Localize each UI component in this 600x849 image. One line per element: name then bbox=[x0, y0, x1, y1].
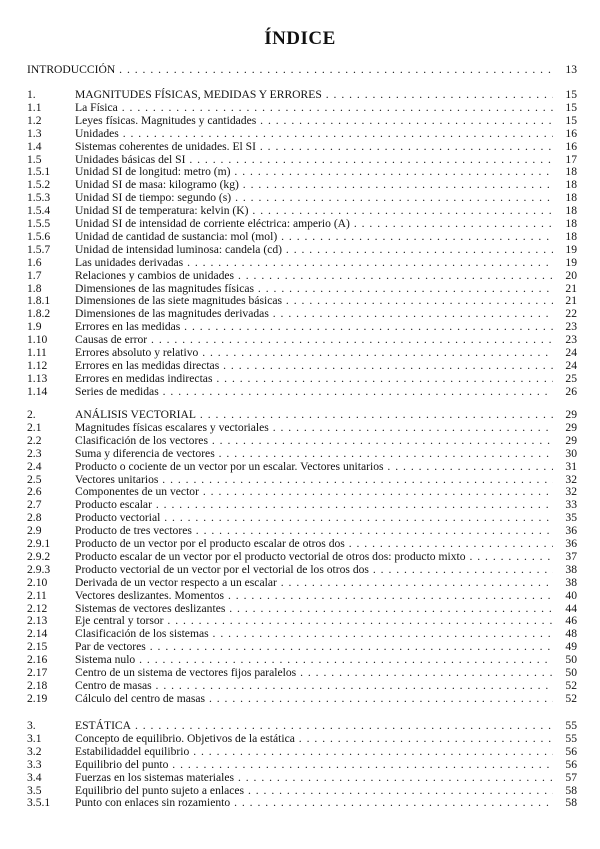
toc-entry-page: 24 bbox=[565, 358, 577, 372]
toc-entry bbox=[27, 653, 577, 666]
toc-entry-page: 18 bbox=[565, 217, 577, 230]
toc-entry-number: 2.10 bbox=[27, 575, 48, 589]
toc-entry-page: 29 bbox=[565, 420, 577, 434]
toc-entry-title: Unidad SI de longitud: metro (m) . . . bbox=[75, 165, 553, 178]
toc-entry bbox=[27, 359, 577, 372]
toc-entry-page: 19 bbox=[565, 242, 577, 256]
toc-entry bbox=[27, 524, 577, 537]
toc-entry-page: 25 bbox=[565, 371, 577, 385]
toc-entry-title: Clasificación de los vectores . . . bbox=[75, 434, 553, 447]
toc-entry-title: Errores en las medidas . . . bbox=[75, 320, 553, 333]
toc-entry-page: 15 bbox=[565, 100, 577, 114]
toc-entry bbox=[27, 796, 577, 809]
toc-entry bbox=[27, 498, 577, 511]
toc-entry-page: 48 bbox=[565, 627, 577, 641]
toc-entry-number: 2.17 bbox=[27, 666, 48, 679]
toc-entry-title: Relaciones y cambios de unidades . . . bbox=[75, 269, 553, 282]
toc-entry-page: 22 bbox=[565, 307, 577, 321]
page-title: ÍNDICE bbox=[264, 28, 336, 49]
toc-entry-title: MAGNITUDES FÍSICAS, MEDIDAS Y ERRORES . . . bbox=[75, 88, 553, 101]
toc-entry-page: 24 bbox=[565, 346, 577, 359]
toc-entry-number: 2.14 bbox=[27, 627, 48, 641]
toc-entry-title: Unidades . . . bbox=[75, 127, 553, 140]
toc-entry bbox=[27, 63, 577, 76]
toc-entry-number: 2.9.3 bbox=[27, 562, 51, 576]
toc-entry-page: 56 bbox=[565, 744, 577, 758]
toc-entry-title: INTRODUCCIÓN . . . bbox=[27, 63, 553, 76]
toc-entry-title: Producto de tres vectores . . . bbox=[75, 524, 553, 537]
toc-entry-title: Errores en las medidas directas . . . bbox=[75, 359, 553, 372]
toc-entry-title: Componentes de un vector . . . bbox=[75, 485, 553, 498]
toc-entry-number: 1.14 bbox=[27, 384, 48, 398]
toc-entry bbox=[27, 269, 577, 282]
toc-entry-number: 1.5.7 bbox=[27, 242, 51, 256]
toc-entry-page: 36 bbox=[565, 524, 577, 538]
toc-entry-page: 33 bbox=[565, 498, 577, 512]
toc-entry-title: Dimensiones de las siete magnitudes básicas . . . bbox=[75, 294, 553, 307]
toc-entry bbox=[27, 627, 577, 640]
toc-entry bbox=[27, 178, 577, 191]
toc-entry-title: Magnitudes físicas escalares y vectoriales . . . bbox=[75, 421, 553, 434]
toc-entry bbox=[27, 408, 577, 421]
toc-entry-page: 52 bbox=[565, 691, 577, 705]
toc-entry-page: 57 bbox=[565, 770, 577, 784]
toc-entry-title: Leyes físicas. Magnitudes y cantidades . . . bbox=[75, 114, 553, 127]
toc-entry-page: 52 bbox=[565, 678, 577, 692]
toc-entry-number: 2.11 bbox=[27, 588, 47, 602]
toc-entry-number: 3.3 bbox=[27, 757, 42, 771]
toc-entry-number: 1.5.4 bbox=[27, 204, 51, 218]
toc-entry-title: Cálculo del centro de masas . . . bbox=[75, 692, 553, 705]
toc-entry bbox=[27, 602, 577, 615]
toc-entry-title: Estabilidaddel equilibrio . . . bbox=[75, 745, 553, 758]
toc-entry-title: Unidad de intensidad luminosa: candela (cd) . . . bbox=[75, 243, 553, 256]
toc-entry-number: 2.7 bbox=[27, 498, 42, 512]
toc-entry-number: 3.5.1 bbox=[27, 796, 51, 810]
toc-entry bbox=[27, 282, 577, 295]
toc-entry-title: Errores en medidas indirectas . . . bbox=[75, 372, 553, 385]
toc-entry-title: ESTÁTICA . . . bbox=[75, 719, 553, 732]
toc-entry bbox=[27, 732, 577, 745]
toc-entry-page: 18 bbox=[565, 178, 577, 192]
toc-entry-title: Errores absoluto y relativo . . . bbox=[75, 346, 553, 359]
toc-entry-page: 18 bbox=[565, 229, 577, 243]
toc-entry-title: Unidad SI de masa: kilogramo (kg) . . . bbox=[75, 178, 553, 191]
toc-entry-number: 1.3 bbox=[27, 126, 42, 140]
toc-entry-number: 1.6 bbox=[27, 255, 42, 269]
toc-entry-page: 50 bbox=[565, 666, 577, 679]
toc-entry bbox=[27, 614, 577, 627]
toc-entry-number: 1.11 bbox=[27, 346, 47, 359]
toc-entry-title: Unidad SI de intensidad de corriente eléctrica: amperio (A) . . . bbox=[75, 217, 553, 230]
toc-entry bbox=[27, 294, 577, 307]
toc-entry-number: 2. bbox=[27, 408, 36, 421]
toc-entry-number: 2.9 bbox=[27, 524, 42, 538]
toc-entry bbox=[27, 191, 577, 204]
toc-entry-title: Equilibrio del punto sujeto a enlaces . . . bbox=[75, 784, 553, 797]
toc-entry-title: Unidad SI de tiempo: segundo (s) . . . bbox=[75, 191, 553, 204]
toc-entry-number: 1.8.2 bbox=[27, 307, 51, 321]
toc-entry-number: 1.5.2 bbox=[27, 178, 51, 192]
toc-entry-number: 2.9.1 bbox=[27, 537, 51, 550]
toc-entry-title: Centro de un sistema de vectores fijos paralelos . . . bbox=[75, 666, 553, 679]
toc-entry-number: 1.5.5 bbox=[27, 217, 51, 230]
toc-entry-title: Unidad de cantidad de sustancia: mol (mol) . . . bbox=[75, 230, 553, 243]
toc-entry bbox=[27, 243, 577, 256]
toc-entry-number: 2.15 bbox=[27, 640, 48, 654]
toc-entry-title: Producto o cociente de un vector por un escalar. Vectores unitarios . . . bbox=[75, 460, 553, 473]
toc-entry-page: 44 bbox=[565, 601, 577, 615]
toc-entry-page: 23 bbox=[565, 333, 577, 347]
toc-entry-page: 21 bbox=[565, 294, 577, 308]
toc-entry-number: 2.9.2 bbox=[27, 549, 51, 563]
toc-entry bbox=[27, 153, 577, 166]
toc-entry-page: 40 bbox=[565, 588, 577, 602]
toc-entry bbox=[27, 511, 577, 524]
toc-entry-number: 1.9 bbox=[27, 320, 42, 334]
toc-entry bbox=[27, 346, 577, 359]
toc-entry-page: 15 bbox=[565, 113, 577, 127]
toc-entry-number: 1.13 bbox=[27, 371, 48, 385]
toc-entry-page: 56 bbox=[565, 757, 577, 771]
toc-entry-title: Series de medidas . . . bbox=[75, 385, 553, 398]
toc-entry-page: 29 bbox=[565, 408, 577, 421]
toc-entry bbox=[27, 447, 577, 460]
toc-entry-title: Equilibrio del punto . . . bbox=[75, 758, 553, 771]
toc-entry-page: 16 bbox=[565, 139, 577, 153]
toc-entry bbox=[27, 640, 577, 653]
toc-entry-page: 17 bbox=[565, 152, 577, 166]
toc-entry-page: 13 bbox=[565, 63, 577, 76]
toc-entry-number: 2.5 bbox=[27, 472, 42, 486]
toc-entry-title: Vectores deslizantes. Momentos . . . bbox=[75, 589, 553, 602]
toc-entry-page: 29 bbox=[565, 433, 577, 447]
toc-entry bbox=[27, 473, 577, 486]
toc-entry-title: Producto escalar . . . bbox=[75, 498, 553, 511]
toc-entry-number: 1.8 bbox=[27, 281, 42, 295]
toc-entry-page: 58 bbox=[565, 796, 577, 810]
toc-entry-number: 2.16 bbox=[27, 653, 48, 667]
toc-entry-page: 36 bbox=[565, 537, 577, 550]
toc-entry bbox=[27, 333, 577, 346]
toc-entry-title: ANÁLISIS VECTORIAL . . . bbox=[75, 408, 553, 421]
toc-entry bbox=[27, 460, 577, 473]
toc-entry-title: Sistema nulo . . . bbox=[75, 653, 553, 666]
toc-entry-number: 1.1 bbox=[27, 100, 42, 114]
toc-entry-page: 37 bbox=[565, 549, 577, 563]
toc-entry-page: 23 bbox=[565, 320, 577, 334]
toc-entry bbox=[27, 771, 577, 784]
toc-entry-number: 1.5.1 bbox=[27, 165, 51, 179]
toc-entry-title: Sistemas de vectores deslizantes . . . bbox=[75, 602, 553, 615]
toc-entry-title: Eje central y torsor . . . bbox=[75, 614, 553, 627]
toc-entry-number: 2.18 bbox=[27, 678, 48, 692]
toc-entry-title: Unidades básicas del SI . . . bbox=[75, 153, 553, 166]
toc-entry-page: 58 bbox=[565, 783, 577, 797]
toc-entry bbox=[27, 758, 577, 771]
toc-entry-page: 20 bbox=[565, 268, 577, 282]
toc-entry-number: 1. bbox=[27, 88, 36, 101]
toc-entry bbox=[27, 320, 577, 333]
toc-entry-page: 30 bbox=[565, 446, 577, 460]
toc-entry bbox=[27, 256, 577, 269]
toc-entry-number: 3.5 bbox=[27, 783, 42, 797]
toc-entry-number: 1.8.1 bbox=[27, 294, 51, 308]
toc-entry-number: 1.4 bbox=[27, 139, 42, 153]
toc-entry-title: Sistemas coherentes de unidades. El SI . . . bbox=[75, 140, 553, 153]
toc-entry bbox=[27, 230, 577, 243]
toc-entry bbox=[27, 385, 577, 398]
toc-entry-number: 1.7 bbox=[27, 268, 42, 282]
toc-entry-title: Producto escalar de un vector por el producto vectorial de otros dos: producto mixto . . . bbox=[75, 550, 553, 563]
toc-entry-page: 18 bbox=[565, 191, 577, 205]
toc-entry-number: 2.4 bbox=[27, 459, 42, 473]
toc-entry-number: 3.2 bbox=[27, 744, 42, 758]
toc-entry bbox=[27, 140, 577, 153]
toc-entry-number: 2.2 bbox=[27, 433, 42, 447]
toc-entry-number: 3.1 bbox=[27, 731, 42, 745]
toc-entry-number: 1.12 bbox=[27, 358, 48, 372]
toc-entry-page: 21 bbox=[565, 281, 577, 295]
toc-entry-page: 55 bbox=[565, 719, 577, 732]
toc-entry-number: 1.5.3 bbox=[27, 191, 51, 205]
toc-entry bbox=[27, 666, 577, 679]
toc-entry-page: 26 bbox=[565, 384, 577, 398]
toc-entry-number: 2.6 bbox=[27, 485, 42, 499]
toc-entry-page: 16 bbox=[565, 126, 577, 140]
toc-entry bbox=[27, 307, 577, 320]
toc-entry-number: 2.13 bbox=[27, 614, 48, 628]
toc-entry-page: 18 bbox=[565, 165, 577, 179]
toc-entry bbox=[27, 745, 577, 758]
toc-entry-page: 38 bbox=[565, 562, 577, 576]
toc-entry bbox=[27, 127, 577, 140]
toc-entry-page: 32 bbox=[565, 472, 577, 486]
toc-entry-number: 3. bbox=[27, 719, 36, 732]
toc-entry-title: Concepto de equilibrio. Objetivos de la estática . . . bbox=[75, 732, 553, 745]
toc-entry-title: Fuerzas en los sistemas materiales . . . bbox=[75, 771, 553, 784]
toc-entry bbox=[27, 165, 577, 178]
toc-entry-number: 2.1 bbox=[27, 420, 42, 434]
toc-entry-title: Par de vectores . . . bbox=[75, 640, 553, 653]
toc-entry bbox=[27, 101, 577, 114]
toc-entry-page: 32 bbox=[565, 485, 577, 499]
toc-entry-page: 38 bbox=[565, 575, 577, 589]
toc-entry-title: Vectores unitarios . . . bbox=[75, 473, 553, 486]
toc-entry bbox=[27, 217, 577, 230]
toc-entry-number: 1.10 bbox=[27, 333, 48, 347]
toc-entry-number: 2.12 bbox=[27, 601, 48, 615]
toc-entry bbox=[27, 550, 577, 563]
toc-entry-number: 1.2 bbox=[27, 113, 42, 127]
toc-entry-number: 1.5 bbox=[27, 152, 42, 166]
toc-entry-page: 18 bbox=[565, 204, 577, 218]
toc-entry-page: 55 bbox=[565, 731, 577, 745]
toc-entry-title: Centro de masas . . . bbox=[75, 679, 553, 692]
toc-entry-page: 15 bbox=[565, 88, 577, 101]
toc-entry bbox=[27, 589, 577, 602]
toc-entry bbox=[27, 372, 577, 385]
toc-entry-title: Suma y diferencia de vectores . . . bbox=[75, 447, 553, 460]
toc-entry-number: 1.5.6 bbox=[27, 229, 51, 243]
toc-entry bbox=[27, 485, 577, 498]
toc-entry bbox=[27, 679, 577, 692]
toc-entry-page: 35 bbox=[565, 511, 577, 525]
toc-entry bbox=[27, 784, 577, 797]
toc-entry-title: Causas de error . . . bbox=[75, 333, 553, 346]
toc-entry-title: Producto de un vector por el producto escalar de otros dos . . . bbox=[75, 537, 553, 550]
toc-entry-title: Producto vectorial . . . bbox=[75, 511, 553, 524]
toc-entry-number: 2.3 bbox=[27, 446, 42, 460]
toc-entry bbox=[27, 88, 577, 101]
toc-entry-title: Clasificación de los sistemas . . . bbox=[75, 627, 553, 640]
toc-entry bbox=[27, 563, 577, 576]
toc-entry-title: Producto vectorial de un vector por el vectorial de los otros dos . . . bbox=[75, 563, 553, 576]
toc-entry bbox=[27, 204, 577, 217]
toc-entry bbox=[27, 114, 577, 127]
toc-entry-page: 31 bbox=[565, 459, 577, 473]
toc-entry bbox=[27, 719, 577, 732]
toc-entry bbox=[27, 692, 577, 705]
toc-entry-title: Punto con enlaces sin rozamiento . . . bbox=[75, 796, 553, 809]
toc-entry-page: 19 bbox=[565, 255, 577, 269]
toc-entry-number: 3.4 bbox=[27, 770, 42, 784]
toc-entry-page: 50 bbox=[565, 653, 577, 667]
toc-entry-title: Derivada de un vector respecto a un escalar . . . bbox=[75, 576, 553, 589]
toc-entry bbox=[27, 434, 577, 447]
toc-entry-title: Las unidades derivadas . . . bbox=[75, 256, 553, 269]
toc-entry bbox=[27, 537, 577, 550]
toc-entry-page: 49 bbox=[565, 640, 577, 654]
toc-entry-title: Dimensiones de las magnitudes derivadas . . . bbox=[75, 307, 553, 320]
toc-entry-title: Dimensiones de las magnitudes físicas . . . bbox=[75, 282, 553, 295]
toc-entry-title: Unidad SI de temperatura: kelvin (K) . . . bbox=[75, 204, 553, 217]
toc-entry bbox=[27, 421, 577, 434]
toc-entry-number: 2.8 bbox=[27, 511, 42, 525]
toc-entry-page: 46 bbox=[565, 614, 577, 628]
toc-entry-title: La Física . . . bbox=[75, 101, 553, 114]
toc-entry-number: 2.19 bbox=[27, 691, 48, 705]
toc-entry bbox=[27, 576, 577, 589]
